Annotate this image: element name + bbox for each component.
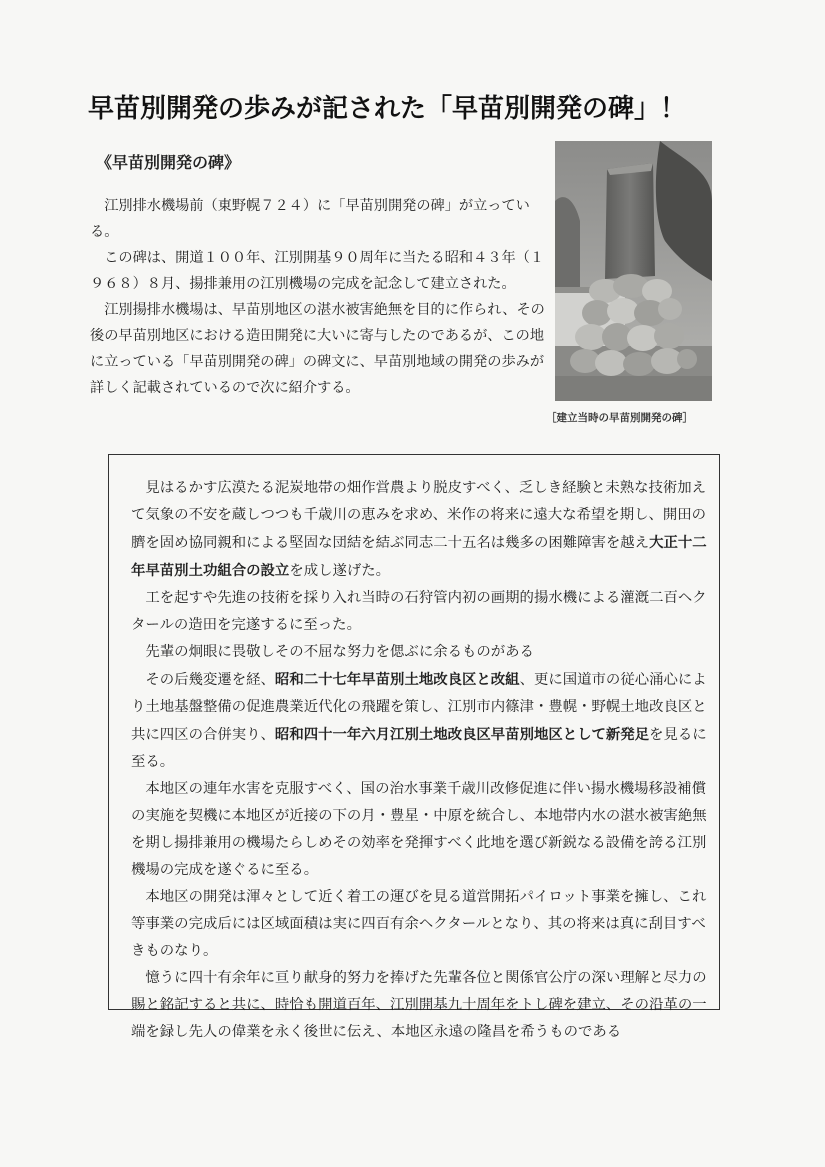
inscription-box: [108, 454, 720, 1040]
intro-paragraph: 江別揚排水機場は、早苗別地区の湛水被害絶無を目的に作られ、その後の早苗別地区における造田開発に大いに寄与したのであるが、この地に立っている「早苗別開発の碑」の碑文に、早苗別地域の開発の歩みが詳しく記載されているので次に紹介する。: [90, 302, 545, 396]
monument-photo: [555, 141, 712, 401]
inscription-paragraph: 工を起すや先進の技術を採り入れ当時の石狩管内初の画期的揚水機による灌漑二百ヘクタールの造田を完遂するに至った。: [131, 590, 707, 633]
inscription-text: 見はるかす広漠たる泥炭地帯の畑作営農より脱皮すべく、乏しき経験と未熟な技術加えて気象の不安を蔵しつつも千歳川の恵みを求め、米作の将来に遠大な希望を期し、開田の臍を固め協同親和による堅固な団結を結ぶ同志二十五名は幾多の困難障害を越え: [131, 480, 707, 551]
monument-photo-image: [555, 141, 712, 401]
inscription-paragraph: 先輩の炯眼に畏敬しその不屈な努力を偲ぶに余るものがある: [145, 644, 534, 660]
inscription-text: 、更に国道市の従心涌心により土地基盤整備の促進農業近代化の飛躍を策し、江別市内篠津・豊幌・野幌土地改良区と共に四区の合併実り、: [131, 672, 707, 743]
inscription-paragraph: 本地区の開発は渾々として近く着工の運びを見る道営開拓パイロット事業を擁し、これ等事業の完成后には区域面積は実に四百有余ヘクタールとなり、其の将来は真に刮目すべきものなり。: [131, 889, 707, 959]
intro-paragraph: この碑は、開道１００年、江別開基９０周年に当たる昭和４３年（１９６８）８月、揚排兼用の江別機場の完成を記念して建立された。: [90, 250, 545, 292]
inscription-text: を成し遂げた。: [289, 563, 391, 579]
intro-paragraph: 江別排水機場前（東野幌７２４）に「早苗別開発の碑」が立っている。: [90, 198, 530, 240]
inscription-text: その后幾変遷を経、: [145, 672, 275, 688]
page-title: 早苗別開発の歩みが記された「早苗別開発の碑」！: [88, 94, 687, 124]
inscription-emphasis: 昭和四十一年六月江別土地改良区早苗別地区として新発足: [274, 726, 650, 743]
inscription-paragraph: [131, 475, 709, 585]
inscription-emphasis: 大正十二年早苗別土功組合の設立: [131, 534, 707, 579]
section-heading: 《早苗別開発の碑》: [96, 153, 241, 172]
inscription-paragraph: 憶うに四十有余年に亘り献身的努力を捧げた先輩各位と関係官公庁の深い理解と尽力の賜と銘記すると共に、時恰も開道百年、江別開基九十周年をトし碑を建立、その沿革の一端を録し先人の偉業を永く後世に伝え、本地区永遠の隆昌を希うものである: [131, 970, 707, 1040]
intro-text: [90, 193, 552, 401]
inscription-emphasis: 昭和二十七年早苗別土地改良区と改組: [274, 671, 520, 688]
photo-caption: ［建立当時の早苗別開発の碑］: [546, 412, 693, 424]
inscription-paragraph: [131, 666, 709, 776]
inscription-paragraph: 本地区の連年水害を克服すべく、国の治水事業千歳川改修促進に伴い揚水機場移設補償の実施を契機に本地区が近接の下の月・豊星・中原を統合し、本地帯内水の湛水被害絶無を期し揚排兼用の機場たらしめその効率を発揮すべく此地を選び新鋭なる設備を誇る江別機場の完成を遂ぐるに至る。: [131, 781, 707, 878]
inscription-text: を見るに至る。: [131, 727, 707, 770]
